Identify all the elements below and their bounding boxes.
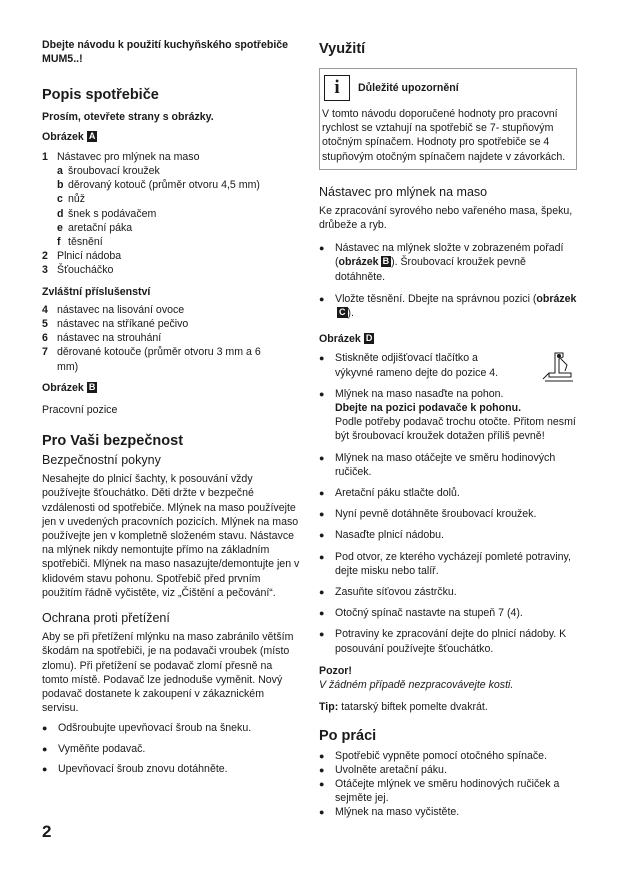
info-icon: i (324, 75, 350, 101)
list-item: ● Uvolněte aretační páku. (319, 763, 447, 776)
accessories-list (42, 303, 300, 374)
warning-title: Pozor! (319, 664, 352, 677)
usage-title: Využití (319, 41, 366, 57)
tip: Tip: tatarský biftek pomelte dvakrát. (319, 701, 488, 714)
list-item: ● Spotřebič vypněte pomocí otočného spínače. (319, 749, 548, 762)
safety-subtitle: Bezpečnostní pokyny (42, 453, 161, 468)
working-position: Pracovní pozice (42, 404, 118, 417)
safety-title: Pro Vaši bezpečnost (42, 433, 184, 450)
figure-a-badge: A (88, 130, 96, 141)
mixer-arm-position-icon (541, 351, 577, 385)
list-item: ● Nástavec na mlýnek složte v zobrazeném pořadí (obrázek B ). Šroubovací kroužek pevně dotáhněte. (319, 242, 564, 283)
list-item: d šnek s podávačem (57, 207, 157, 220)
list-item: ● Potraviny ke zpracování dejte do plnicí nádoby. K posouvání používejte šťouchátko. (319, 628, 567, 655)
overload-text: Aby se při přetížení mlýnku na maso zabránilo větším škodám na spotřebiči, je na podavači vroubek (místo zlomu). Při přetížení se podavač zlomí přesně na tomto místě. Podavač lze jednoduše vyměnit. Nový podavač dostanete k zakoupení v zákaznickém servisu. (42, 631, 294, 715)
figure-a-label: Obrázek (42, 130, 84, 143)
list-item: ● Odšroubujte upevňovací šroub na šneku. (42, 722, 252, 735)
accessories-title: Zvláštní příslušenství (42, 285, 151, 298)
operation-steps (319, 351, 577, 655)
note-header (322, 69, 572, 107)
overload-steps (42, 721, 300, 776)
list-item: ● Zasuňte síťovou zástrčku. (319, 586, 457, 599)
list-item: c nůž (57, 193, 86, 206)
figure-d-heading (319, 332, 577, 346)
list-item: 5 nástavec na stříkané pečivo (42, 318, 189, 331)
description-title: Popis spotřebiče (42, 87, 159, 104)
overload-title: Ochrana proti přetížení (42, 611, 170, 626)
figure-b-heading (42, 381, 300, 395)
list-item: ● Stiskněte odjišťovací tlačítko a výkyvné rameno dejte do pozice 4. (319, 351, 577, 379)
left-column (42, 38, 300, 776)
right-column (319, 38, 577, 820)
list-item: a šroubovací kroužek (57, 165, 160, 178)
list-item: ● Otáčejte mlýnek ve směru hodinových ručiček a sejměte jej. (319, 777, 560, 805)
parts-list (42, 150, 300, 278)
list-item: 3 Šťoucháčko (42, 264, 114, 277)
safety-text: Nesahejte do plnicí šachty, k posouvání vždy používejte šťouchátko. Děti držte v bezpečné vzdálenosti od spotřebiče. Mlýnek na maso používejte jen v uvedených pracovních pozicích. Mlýnek na maso používejte jen v kompletně složeném stavu. Nástavce na mlýnek nikdy nemontujte přímo na základním spotřebiči. Mlýnek na maso nasazujte/demontujte jen v klidovém stavu pohonu. Spotřebič před prvním použitím řádně vyčistěte, viz „Čištění a pečování“. (42, 473, 300, 599)
list-item: ● Pod otvor, ze kterého vycházejí pomleté potraviny, dejte misku nebo talíř. (319, 550, 571, 577)
list-item: 2 Plnicí nádoba (42, 250, 122, 263)
list-item: ● Nyní pevně dotáhněte šroubovací kroužek. (319, 508, 537, 521)
list-item: ● Otočný spínač nastavte na stupeň 7 (4). (319, 607, 523, 620)
important-note-box (319, 68, 577, 170)
attachment-text: Ke zpracování syrového nebo vařeného masa, špeku, drůbeže a ryb. (319, 204, 573, 232)
list-item: ● Nasaďte plnicí nádobu. (319, 529, 444, 542)
figure-c-badge: C (339, 307, 346, 318)
list-item: e aretační páka (57, 221, 133, 234)
open-pages-note: Prosím, otevřete strany s obrázky. (42, 111, 214, 124)
figure-b-badge: B (88, 381, 96, 392)
figure-d-label: Obrázek (319, 333, 361, 346)
list-item: ● Vyměňte podavač. (42, 742, 146, 755)
list-item: ● Mlýnek na maso nasaďte na pohon. Dbejte na pozici podavače k pohonu. Podle potřeby podavač trochu otočte. Přitom nesmí být šroubovací kroužek dotažen příliš pevně! (319, 387, 576, 443)
page-number: 2 (42, 822, 52, 841)
list-item: 1 Nástavec pro mlýnek na maso (42, 150, 200, 163)
list-item: ● Aretační páku stlačte dolů. (319, 487, 460, 500)
list-item: ● Mlýnek na maso vyčistěte. (319, 806, 460, 819)
list-item: ● Mlýnek na maso otáčejte ve směru hodinových ručiček. (319, 451, 556, 478)
figure-d-badge: D (365, 333, 373, 344)
list-item: 6 nástavec na strouhání (42, 332, 162, 345)
list-item: f těsnění (57, 236, 103, 249)
list-item: ● Upevňovací šroub znovu dotáhněte. (42, 762, 228, 775)
intro-note: Dbejte návodu k použití kuchyňského spotřebiče MUM5..! (42, 39, 289, 66)
after-work-steps (319, 749, 577, 820)
list-item: 4 nástavec na lisování ovoce (42, 303, 185, 316)
figure-b-label: Obrázek (42, 381, 84, 394)
assembly-steps (319, 241, 577, 320)
list-item: 7 děrované kotouče (průměr otvoru 3 mm a 6 mm) (42, 346, 261, 373)
warning-text: V žádném případě nezpracovávejte kosti. (319, 679, 514, 692)
note-text: V tomto návodu doporučené hodnoty pro pracovní rychlost se vztahují na spotřebič se 7- stupňovým otočným spínačem. Hodnoty pro spotřebiče se 4 stupňovým otočným spínačem najdete v závorkách. (322, 108, 566, 163)
figure-b-badge: B (382, 256, 390, 267)
figure-a-heading (42, 130, 300, 144)
list-item: b děrovaný kotouč (průměr otvoru 4,5 mm) (57, 179, 260, 192)
after-work-title: Po práci (319, 727, 377, 744)
list-item: ● Vložte těsnění. Dbejte na správnou pozici (obrázekC ). (319, 292, 577, 320)
attachment-title: Nástavec pro mlýnek na maso (319, 184, 488, 199)
note-title: Důležité upozornění (358, 81, 459, 94)
